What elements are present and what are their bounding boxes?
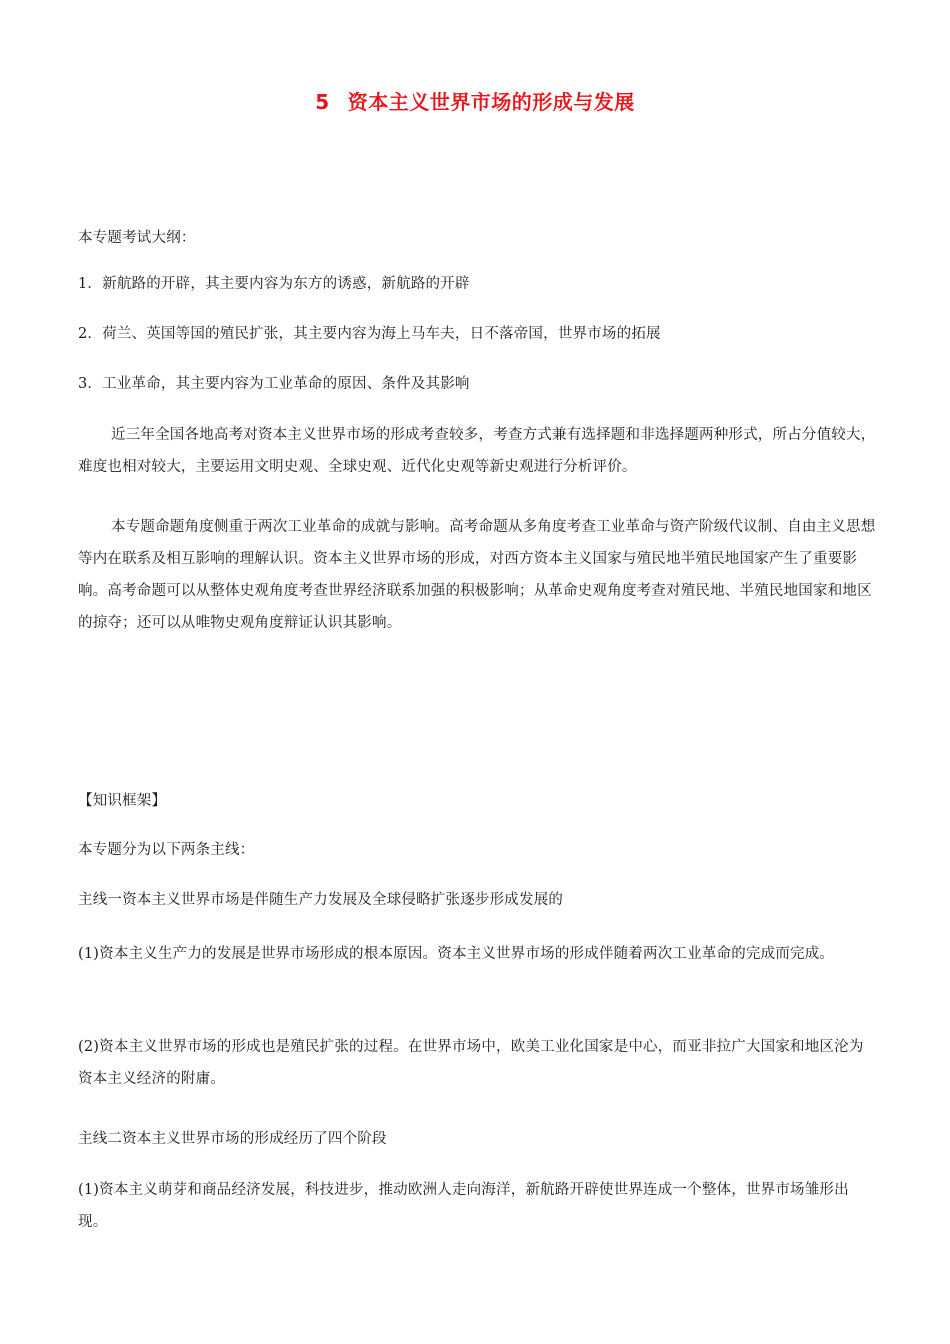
- mainline-2-point-1: (1)资本主义萌芽和商品经济发展，科技进步，推动欧洲人走向海洋，新航路开辟使世界连成一个整体，世界市场雏形出现。: [78, 1182, 849, 1230]
- mainline-1-title: 主线一资本主义世界市场是伴随生产力发展及全球侵略扩张逐步形成发展的: [78, 892, 564, 908]
- outline-item-2: 2．荷兰、英国等国的殖民扩张，其主要内容为海上马车夫，日不落帝国，世界市场的拓展: [78, 326, 661, 342]
- mainline-1-point-1: (1)资本主义生产力的发展是世界市场形成的根本原因。资本主义世界市场的形成伴随着两次工业革命的完成而完成。: [78, 946, 835, 962]
- framework-intro: 本专题分为以下两条主线：: [78, 842, 255, 858]
- mainline-1-point-2: (2)资本主义世界市场的形成也是殖民扩张的过程。在世界市场中，欧美工业化国家是中心，而亚非拉广大国家和地区沦为资本主义经济的附庸。: [78, 1039, 864, 1087]
- mainline-2-title: 主线二资本主义世界市场的形成经历了四个阶段: [78, 1131, 387, 1147]
- framework-heading: 【知识框架】: [78, 793, 167, 809]
- focus-analysis-paragraph: 本专题命题角度侧重于两次工业革命的成就与影响。高考命题从多角度考查工业革命与资产阶级代议制、自由主义思想等内在联系及相互影响的理解认识。资本主义世界市场的形成，对西方资本主义国家与殖民地半殖民地国家产生了重要影响。高考命题可以从整体史观角度考查世界经济联系加强的积极影响；从革命史观角度考查对殖民地、半殖民地国家和地区的掠夺；还可以从唯物史观角度辩证认识其影响。: [78, 519, 876, 631]
- outline-heading: 本专题考试大纲：: [78, 230, 196, 246]
- outline-item-1: 1．新航路的开辟，其主要内容为东方的诱惑，新航路的开辟: [78, 276, 470, 292]
- outline-item-3: 3．工业革命，其主要内容为工业革命的原因、条件及其影响: [78, 376, 470, 392]
- page-title: [0, 86, 950, 115]
- title-text: 资本主义世界市场的形成与发展: [347, 90, 635, 114]
- exam-analysis-paragraph: 近三年全国各地高考对资本主义世界市场的形成考查较多，考查方式兼有选择题和非选择题两种形式，所占分值较大，难度也相对较大，主要运用文明史观、全球史观、近代化史观等新史观进行分析评价。: [78, 427, 876, 475]
- title-number: 5: [315, 90, 330, 114]
